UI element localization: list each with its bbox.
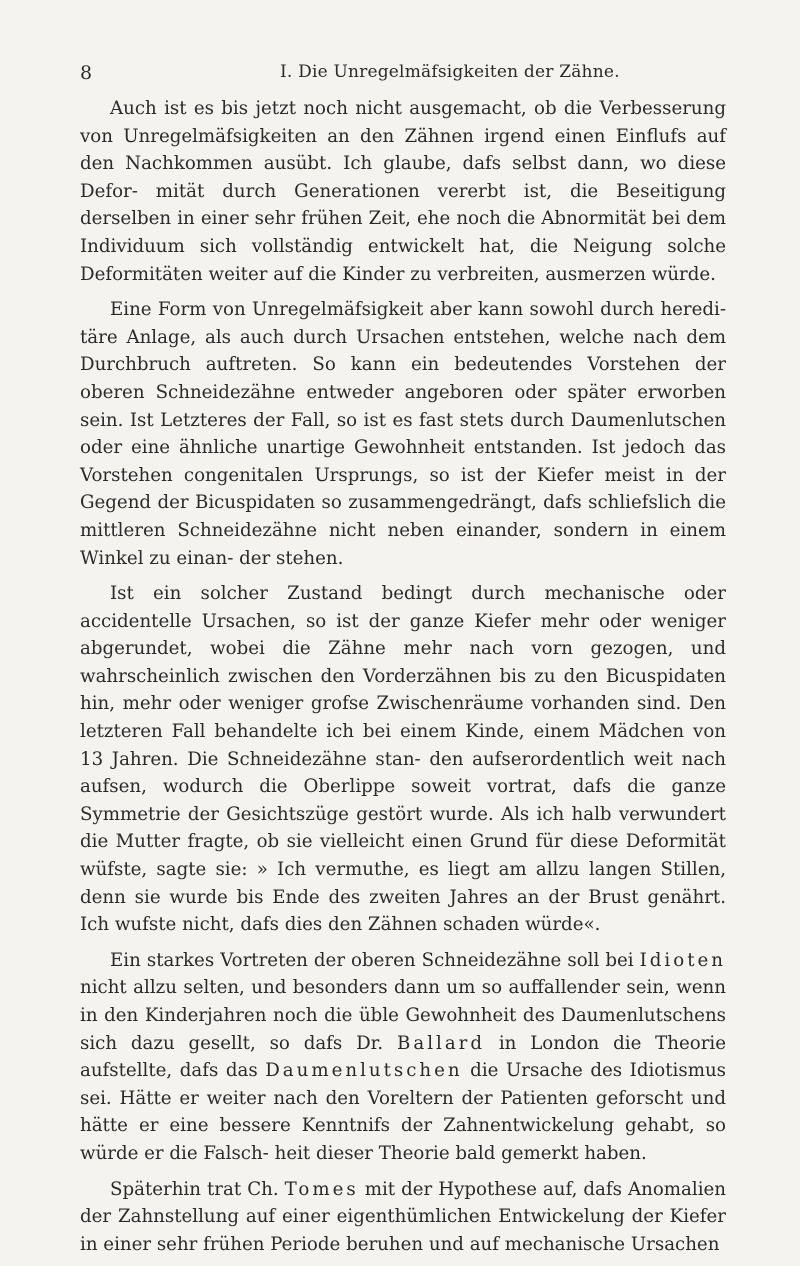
text-span: die Ursache des Idiotismus sei. Hätte er weiter nach den Voreltern der Patienten geforscht und hätte er eine bessere Kenntnifs der Zahnentwickelung gehabt, so würde er die Falsch- heit dieser Theorie bald gemerkt haben. [80, 1060, 726, 1164]
page-number: 8 [80, 62, 93, 84]
text-span: Späterhin trat Ch. [110, 1178, 285, 1200]
spaced-name-ballard: Ballard [396, 1032, 486, 1054]
paragraph-2: Eine Form von Unregelmäfsigkeit aber kann sowohl durch heredi- täre Anlage, als auch durch Ursachen entstehen, welche nach dem Durchbruch auftreten. So kann ein bedeutendes Vorstehen der oberen Schneidezähne entweder angeboren oder später erworben sein. Ist Letzteres der Fall, so ist es fast stets durch Daumenlutschen oder eine ähnliche unartige Gewohnheit entstanden. Ist jedoch das Vorstehen congenitalen Ursprungs, so ist der Kiefer meist in der Gegend der Bicuspidaten so zusammengedrängt, dafs schliefslich die mittleren Schneidezähne nicht neben einander, sondern in einem Winkel zu einan- der stehen. [80, 299, 726, 569]
spaced-name-tomes: Tomes [284, 1178, 359, 1200]
text-span: nicht allzu selten, und besonders dann um so auffallender sein, wenn in den Kinderjahren noch die üble Gewohnheit des Daumenlutschens sich dazu gesellt, so dafs Dr. [80, 977, 726, 1054]
paragraph-4 [80, 947, 726, 1168]
page-header [80, 62, 720, 92]
paragraph-3: Ist ein solcher Zustand bedingt durch mechanische oder accidentelle Ursachen, so ist der ganze Kiefer mehr oder weniger abgerundet, wobei die Zähne mehr nach vorn gezogen, und wahrscheinlich zwischen den Vorderzähnen bis zu den Bicuspidaten hin, mehr oder weniger grofse Zwischenräume vorhanden sind. Den letzteren Fall behandelte ich bei einem Kinde, einem Mädchen von 13 Jahren. Die Schneidezähne stan- den aufserordentlich weit nach aufsen, wodurch die Oberlippe soweit vortrat, dafs die ganze Symmetrie der Gesichtszüge gestört wurde. Als ich halb verwundert die Mutter fragte, ob sie vielleicht einen Grund für diese Deformität wüfste, sagte sie: » Ich vermuthe, es liegt am allzu langen Stillen, denn sie wurde bis Ende des zweiten Jahres an der Brust genährt. Ich wufste nicht, dafs dies den Zähnen schaden würde«. [80, 583, 726, 936]
text-span: in London die Theorie aufstellte, dafs das [80, 1032, 726, 1082]
spaced-term-idioten: Idioten [639, 949, 726, 971]
running-title: I. Die Unregelmäfsigkeiten der Zähne. [280, 62, 620, 82]
spaced-term-daumenlutschen: Daumenlutschen [265, 1060, 463, 1082]
paragraph-1: Auch ist es bis jetzt noch nicht ausgemacht, ob die Verbesserung von Unregelmäfsigkeiten an den Zähnen irgend einen Einflufs auf den Nachkommen ausübt. Ich glaube, dafs selbst dann, wo diese Defor- mität durch Generationen vererbt ist, die Beseitigung derselben in einer sehr frühen Zeit, ehe noch die Abnormität bei dem Individuum sich vollständig entwickelt hat, die Neigung solche Deformitäten weiter auf die Kinder zu verbreiten, ausmerzen würde. [80, 98, 726, 285]
paragraph-5 [80, 1176, 726, 1259]
text-span: mit der Hypothese auf, dafs Anomalien der Zahnstellung auf einer eigenthümlichen Entwickelung der Kiefer in einer sehr frühen Periode beruhen und auf mechanische Ursachen [80, 1178, 726, 1255]
text-span: Ein starkes Vortreten der oberen Schneidezähne soll bei [110, 949, 640, 971]
body-text [80, 95, 726, 1266]
